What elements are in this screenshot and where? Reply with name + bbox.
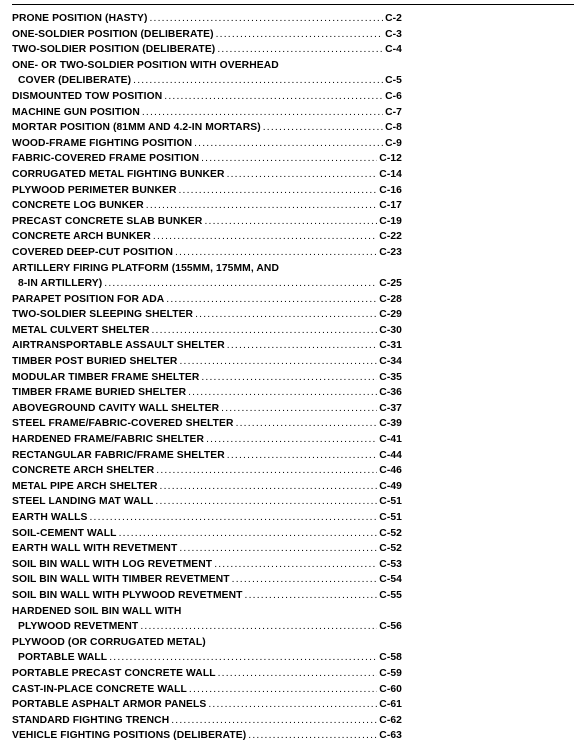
- toc-entry-title: MORTAR POSITION (81MM AND 4.2-IN MORTARS): [12, 122, 261, 134]
- toc-entry-title: CONCRETE ARCH BUNKER: [12, 231, 151, 243]
- dot-leader: [218, 666, 378, 682]
- toc-entry: [12, 338, 402, 354]
- toc-entry: [12, 370, 402, 386]
- toc-entry-title: PARAPET POSITION FOR ADA: [12, 293, 165, 305]
- toc-entry-page-number: C-4: [385, 44, 402, 56]
- toc-entry: [12, 385, 402, 401]
- dot-leader: [216, 27, 383, 43]
- toc-entry-page-number: C-30: [379, 324, 402, 336]
- toc-entry-page-number: C-31: [379, 340, 402, 352]
- toc-entry-title: EARTH WALL WITH REVETMENT: [12, 543, 178, 555]
- toc-entry-title: TIMBER POST BURIED SHELTER: [12, 356, 178, 368]
- toc-entry-title: ARTILLERY FIRING PLATFORM (155MM, 175MM, AND: [12, 262, 279, 274]
- toc-entry-page-number: C-14: [379, 168, 402, 180]
- toc-entry: [12, 682, 402, 698]
- toc-entry-page-number: C-51: [379, 496, 402, 508]
- toc-entry-title: EARTH WALLS: [12, 512, 88, 523]
- toc-entry-title: PORTABLE ASPHALT ARMOR PANELS: [12, 699, 207, 711]
- toc-entry: [12, 292, 402, 308]
- dot-leader: [214, 557, 377, 573]
- toc-entry: [12, 510, 402, 526]
- toc-entry-title: STEEL LANDING MAT WALL: [12, 496, 154, 508]
- toc-entry-page-number: C-5: [385, 75, 402, 87]
- toc-entry-page-number: C-63: [379, 730, 402, 742]
- toc-entry: [12, 89, 402, 105]
- toc-entry-title: FABRIC-COVERED FRAME POSITION: [12, 153, 200, 165]
- toc-entry-page-number: C-9: [385, 137, 402, 149]
- toc-entry: [12, 73, 402, 89]
- dot-leader: [217, 42, 383, 58]
- toc-entry: [12, 214, 402, 230]
- toc-entry: [12, 416, 402, 432]
- toc-entry-title: SOIL BIN WALL WITH TIMBER REVETMENT: [12, 574, 230, 586]
- toc-entry-title: METAL PIPE ARCH SHELTER: [12, 480, 158, 492]
- toc-entry: [12, 276, 402, 292]
- toc-entry-page-number: C-62: [379, 714, 402, 726]
- toc-entry-title: PLYWOOD PERIMETER BUNKER: [12, 184, 177, 196]
- dot-leader: [179, 354, 377, 370]
- toc-entry-title: VEHICLE FIGHTING POSITIONS (DELIBERATE): [12, 730, 247, 742]
- dot-leader: [263, 120, 383, 136]
- dot-leader: [206, 432, 377, 448]
- table-of-contents: [12, 11, 402, 744]
- toc-entry: [12, 526, 402, 542]
- toc-entry-title: SOIL BIN WALL WITH PLYWOOD REVETMENT: [12, 589, 243, 601]
- toc-entry: [12, 261, 402, 277]
- toc-entry-page-number: C-16: [379, 184, 402, 196]
- toc-entry-title: METAL CULVERT SHELTER: [12, 324, 150, 336]
- toc-entry-page-number: C-55: [379, 589, 402, 601]
- toc-entry: [12, 635, 402, 651]
- toc-entry-title: PRONE POSITION (HASTY): [12, 13, 148, 24]
- dot-leader: [208, 697, 377, 713]
- toc-entry: [12, 494, 402, 510]
- toc-entry: [12, 448, 402, 464]
- toc-entry-page-number: C-58: [379, 652, 402, 664]
- toc-entry: [12, 11, 402, 27]
- toc-entry-title: PORTABLE WALL: [18, 652, 108, 664]
- toc-entry-page-number: C-54: [379, 574, 402, 586]
- toc-entry-title: CONCRETE LOG BUNKER: [12, 200, 144, 212]
- toc-entry: [12, 167, 402, 183]
- dot-leader: [227, 448, 378, 464]
- toc-entry-page-number: C-44: [379, 449, 402, 461]
- dot-leader: [179, 183, 378, 199]
- dot-leader: [171, 713, 377, 729]
- dot-leader: [179, 541, 377, 557]
- toc-entry-title: CONCRETE ARCH SHELTER: [12, 465, 155, 477]
- dot-leader: [150, 11, 384, 27]
- toc-entry: [12, 136, 402, 152]
- toc-entry: [12, 245, 402, 261]
- toc-entry-title: RECTANGULAR FABRIC/FRAME SHELTER: [12, 449, 225, 461]
- toc-entry-title: PRECAST CONCRETE SLAB BUNKER: [12, 215, 203, 227]
- toc-entry-page-number: C-29: [379, 309, 402, 321]
- toc-entry-title: TWO-SOLDIER POSITION (DELIBERATE): [12, 44, 216, 56]
- toc-entry-title: MACHINE GUN POSITION: [12, 106, 140, 118]
- toc-entry-title: CORRUGATED METAL FIGHTING BUNKER: [12, 168, 225, 180]
- dot-leader: [189, 682, 377, 698]
- toc-entry: [12, 541, 402, 557]
- dot-leader: [164, 89, 383, 105]
- toc-entry-page-number: C-23: [379, 246, 402, 258]
- toc-entry-page-number: C-12: [379, 153, 402, 165]
- toc-entry-title: HARDENED SOIL BIN WALL WITH: [12, 605, 182, 617]
- toc-entry-page-number: C-52: [379, 543, 402, 555]
- toc-entry-page-number: C-35: [379, 371, 402, 383]
- dot-leader: [119, 526, 378, 542]
- dot-leader: [204, 214, 377, 230]
- toc-entry: [12, 713, 402, 729]
- toc-entry-page-number: C-28: [379, 293, 402, 305]
- toc-entry-page-number: C-52: [379, 527, 402, 539]
- dot-leader: [194, 136, 383, 152]
- toc-entry: [12, 307, 402, 323]
- toc-entry-title: PLYWOOD (OR CORRUGATED METAL): [12, 636, 206, 648]
- dot-leader: [151, 323, 377, 339]
- toc-entry-title: CAST-IN-PLACE CONCRETE WALL: [12, 683, 187, 695]
- toc-entry-page-number: C-2: [385, 13, 402, 24]
- toc-entry-page-number: C-60: [379, 683, 402, 695]
- dot-leader: [248, 728, 377, 744]
- toc-entry-title: STEEL FRAME/FABRIC-COVERED SHELTER: [12, 418, 234, 430]
- toc-entry-page-number: C-61: [379, 699, 402, 711]
- toc-entry: [12, 42, 402, 58]
- toc-entry-title: WOOD-FRAME FIGHTING POSITION: [12, 137, 193, 149]
- toc-entry: [12, 198, 402, 214]
- toc-entry: [12, 604, 402, 620]
- toc-entry-title: MODULAR TIMBER FRAME SHELTER: [12, 371, 200, 383]
- dot-leader: [104, 276, 377, 292]
- toc-entry: [12, 619, 402, 635]
- toc-entry-page-number: C-8: [385, 122, 402, 134]
- dot-leader: [133, 73, 383, 89]
- toc-entry: [12, 463, 402, 479]
- toc-entry-page-number: C-36: [379, 387, 402, 399]
- toc-entry-page-number: C-17: [379, 200, 402, 212]
- toc-entry-title: COVER (DELIBERATE): [18, 75, 132, 87]
- toc-entry-page-number: C-41: [379, 434, 402, 446]
- toc-entry: [12, 588, 402, 604]
- toc-entry: [12, 183, 402, 199]
- toc-entry-page-number: C-53: [379, 558, 402, 570]
- toc-entry: [12, 557, 402, 573]
- toc-entry-title: SOIL BIN WALL WITH LOG REVETMENT: [12, 558, 213, 570]
- toc-entry-title: DISMOUNTED TOW POSITION: [12, 90, 163, 102]
- toc-entry-page-number: C-7: [385, 106, 402, 118]
- dot-leader: [201, 151, 377, 167]
- toc-entry-page-number: C-59: [379, 667, 402, 679]
- toc-entry: [12, 229, 402, 245]
- dot-leader: [245, 588, 378, 604]
- toc-entry-page-number: C-3: [385, 28, 402, 40]
- dot-leader: [156, 463, 377, 479]
- toc-entry-title: HARDENED FRAME/FABRIC SHELTER: [12, 434, 205, 446]
- toc-entry-page-number: C-37: [379, 402, 402, 414]
- toc-entry-page-number: C-19: [379, 215, 402, 227]
- toc-entry: [12, 666, 402, 682]
- dot-leader: [140, 619, 377, 635]
- dot-leader: [89, 510, 377, 526]
- toc-entry-title: TIMBER FRAME BURIED SHELTER: [12, 387, 187, 399]
- toc-entry: [12, 105, 402, 121]
- dot-leader: [232, 572, 378, 588]
- dot-leader: [227, 338, 378, 354]
- toc-entry-page-number: C-51: [379, 512, 402, 523]
- dot-leader: [146, 198, 378, 214]
- dot-leader: [142, 105, 383, 121]
- toc-entry-title: 8-IN ARTILLERY): [18, 278, 103, 290]
- toc-entry-title: PLYWOOD REVETMENT: [18, 621, 139, 633]
- toc-entry-page-number: C-22: [379, 231, 402, 243]
- dot-leader: [221, 401, 377, 417]
- toc-entry-page-number: C-39: [379, 418, 402, 430]
- toc-entry: [12, 58, 402, 74]
- toc-entry-title: ABOVEGROUND CAVITY WALL SHELTER: [12, 402, 220, 414]
- toc-entry-title: AIRTRANSPORTABLE ASSAULT SHELTER: [12, 340, 225, 352]
- toc-entry-title: SOIL-CEMENT WALL: [12, 527, 117, 539]
- toc-entry: [12, 323, 402, 339]
- dot-leader: [160, 479, 378, 495]
- toc-entry: [12, 432, 402, 448]
- toc-entry: [12, 120, 402, 136]
- toc-entry-page-number: C-6: [385, 90, 402, 102]
- dot-leader: [155, 494, 377, 510]
- toc-entry: [12, 354, 402, 370]
- toc-entry-title: COVERED DEEP-CUT POSITION: [12, 246, 173, 258]
- toc-entry-page-number: C-34: [379, 356, 402, 368]
- toc-entry-title: ONE-SOLDIER POSITION (DELIBERATE): [12, 28, 214, 40]
- dot-leader: [175, 245, 377, 261]
- toc-entry: [12, 650, 402, 666]
- toc-entry-title: STANDARD FIGHTING TRENCH: [12, 714, 170, 726]
- dot-leader: [109, 650, 377, 666]
- dot-leader: [227, 167, 378, 183]
- dot-leader: [153, 229, 377, 245]
- toc-entry-title: TWO-SOLDIER SLEEPING SHELTER: [12, 309, 194, 321]
- toc-entry-title: PORTABLE PRECAST CONCRETE WALL: [12, 667, 216, 679]
- top-rule: [12, 4, 574, 5]
- toc-entry: [12, 697, 402, 713]
- toc-entry: [12, 479, 402, 495]
- toc-entry: [12, 572, 402, 588]
- toc-entry-page-number: C-25: [379, 278, 402, 290]
- dot-leader: [188, 385, 377, 401]
- toc-entry-page-number: C-56: [379, 621, 402, 633]
- toc-entry-page-number: C-49: [379, 480, 402, 492]
- dot-leader: [201, 370, 377, 386]
- toc-entry-page-number: C-46: [379, 465, 402, 477]
- dot-leader: [236, 416, 378, 432]
- dot-leader: [195, 307, 377, 323]
- toc-entry: [12, 151, 402, 167]
- toc-entry-title: ONE- OR TWO-SOLDIER POSITION WITH OVERHEAD: [12, 59, 279, 71]
- toc-entry: [12, 728, 402, 744]
- toc-entry: [12, 27, 402, 43]
- toc-entry: [12, 401, 402, 417]
- dot-leader: [166, 292, 377, 308]
